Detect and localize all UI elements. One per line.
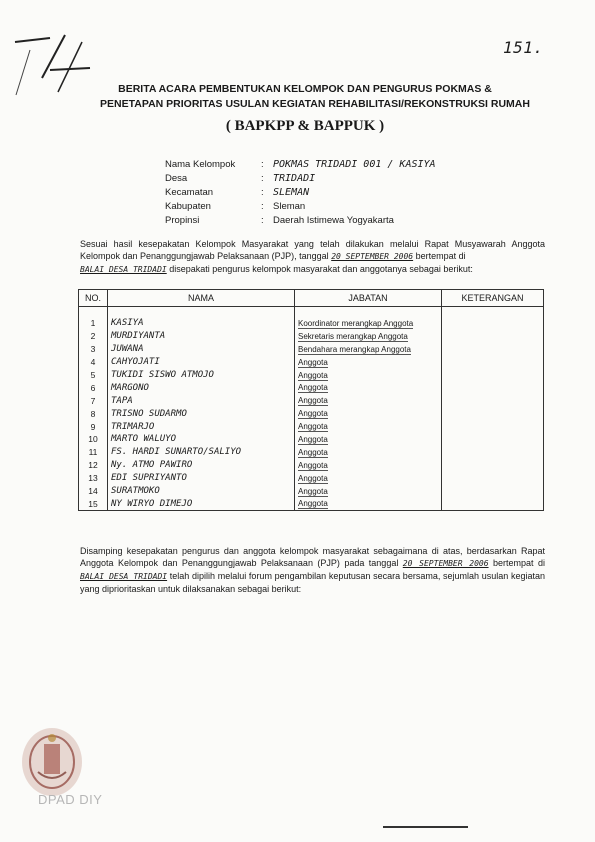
table-row: 14 SURATMOKO Anggota — [79, 485, 544, 498]
info-row: Desa : TRIDADI — [165, 172, 316, 184]
table-row: 2 MURDIYANTA Sekretaris merangkap Anggota — [79, 330, 544, 343]
bottom-divider — [383, 826, 468, 828]
title-line-2: PENETAPAN PRIORITAS USULAN KEGIATAN REHABILITASI/REKONSTRUKSI RUMAH — [100, 98, 530, 110]
table-row: 12 Ny. ATMO PAWIRO Anggota — [79, 459, 544, 472]
table-row: 4 CAHYOJATI Anggota — [79, 356, 544, 369]
table-row: 1 KASIYA Koordinator merangkap Anggota — [79, 317, 544, 330]
table-row: 3 JUWANA Bendahara merangkap Anggota — [79, 343, 544, 356]
table-row: 10 MARTO WALUYO Anggota — [79, 433, 544, 446]
info-label: Kecamatan — [165, 186, 214, 198]
paragraph-1: Sesuai hasil kesepakatan Kelompok Masyarakat yang telah dilakukan melalui Rapat Musyawarah Anggota Kelompok dan Penanggungjawab Pelaksanaan (PJP), tanggal 20 SEPTEMBER 2006 bertempat di BALAI DESA TRIDADI disepakati pengurus kelompok masyarakat dan anggotanya sebagai berikut: — [80, 239, 545, 274]
members-table — [78, 289, 544, 511]
archive-seal-icon — [8, 722, 90, 802]
page-number: 151. — [503, 38, 544, 57]
info-value: Sleman — [273, 200, 306, 212]
info-row: Nama Kelompok : POKMAS TRIDADI 001 / KASIYA — [165, 158, 436, 170]
table-row: 11 FS. HARDI SUNARTO/SALIYO Anggota — [79, 446, 544, 459]
group-info — [165, 157, 436, 227]
header-jabatan: JABATAN — [295, 290, 442, 307]
header-nama: NAMA — [108, 290, 295, 307]
meeting-date-2: 20 SEPTEMBER 2006 — [402, 559, 489, 568]
header-no: NO. — [79, 290, 108, 307]
info-label: Kabupaten — [165, 200, 211, 212]
table-row: 8 TRISNO SUDARMO Anggota — [79, 407, 544, 420]
table-row: 9 TRIMARJO Anggota — [79, 420, 544, 433]
table-header-row — [79, 290, 544, 307]
info-value: Daerah Istimewa Yogyakarta — [273, 214, 394, 226]
watermark: DPAD DIY — [38, 792, 103, 807]
info-value: TRIDADI — [273, 172, 316, 184]
title-line-1: BERITA ACARA PEMBENTUKAN KELOMPOK DAN PENGURUS POKMAS & — [118, 83, 492, 95]
meeting-date: 20 SEPTEMBER 2006 — [331, 252, 414, 261]
paragraph-2: Disamping kesepakatan pengurus dan anggota kelompok masyarakat sebagaimana di atas, berdasarkan Rapat Anggota Kelompok dan Penanggungjawab Pelaksanaan (PJP) pada tanggal 20 SEPTEMBER 2006 bertempat di BALAI DESA TRIDADI telah dipilih melalui forum pengambilan keputusan secara bersama, sejumlah usulan kegiatan yang diprioritaskan untuk dilaksanakan sebagai berikut: — [80, 546, 545, 594]
info-value: SLEMAN — [273, 186, 310, 198]
table-row: 15 NY WIRYO DIMEJO Anggota — [79, 497, 544, 510]
table-row: 7 TAPA Anggota — [79, 394, 544, 407]
info-row: Propinsi : Daerah Istimewa Yogyakarta — [165, 214, 394, 226]
meeting-place: BALAI DESA TRIDADI — [80, 265, 167, 274]
info-row: Kabupaten : Sleman — [165, 200, 306, 212]
table-row — [79, 307, 544, 318]
info-label: Nama Kelompok — [165, 158, 236, 170]
table-row: 13 EDI SUPRIYANTO Anggota — [79, 472, 544, 485]
info-row: Kecamatan : SLEMAN — [165, 186, 310, 198]
info-label: Desa — [165, 172, 188, 184]
meeting-place-2: BALAI DESA TRIDADI — [80, 572, 168, 581]
info-label: Propinsi — [165, 214, 200, 226]
header-keterangan: KETERANGAN — [442, 290, 544, 307]
document-title: ( BAPKPP & BAPPUK ) — [225, 118, 385, 134]
table-row: 5 TUKIDI SISWO ATMOJO Anggota — [79, 369, 544, 382]
info-value: POKMAS TRIDADI 001 / KASIYA — [273, 158, 436, 170]
table-row: 6 MARGONO Anggota — [79, 381, 544, 394]
